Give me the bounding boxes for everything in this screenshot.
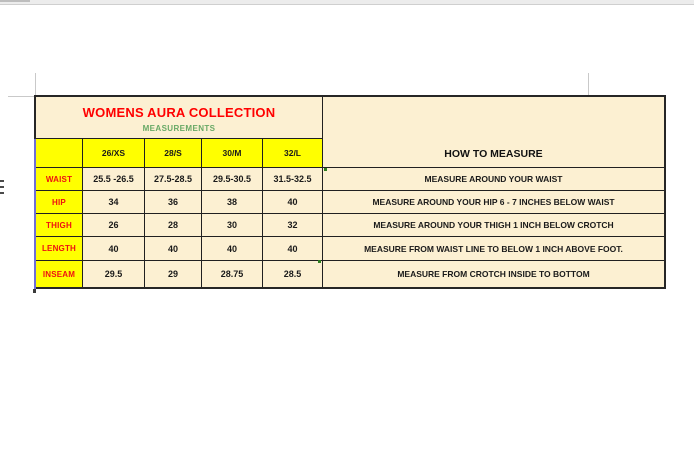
- thigh-value-30m[interactable]: 30: [202, 214, 263, 237]
- size-header-32l[interactable]: 32/L: [263, 139, 323, 168]
- collection-title: WOMENS AURA COLLECTION: [82, 104, 276, 120]
- hip-value-28s[interactable]: 36: [145, 191, 202, 214]
- thigh-value-26xs[interactable]: 26: [83, 214, 145, 237]
- left-edge-marker: [0, 180, 4, 182]
- inseam-instruction[interactable]: MEASURE FROM CROTCH INSIDE TO BOTTOM: [323, 261, 664, 287]
- length-value-32l[interactable]: 40: [263, 237, 323, 261]
- length-value-28s[interactable]: 40: [145, 237, 202, 261]
- row-label-waist[interactable]: WAIST: [36, 168, 83, 191]
- length-value-30m[interactable]: 40: [202, 237, 263, 261]
- cell-flag-marker: [324, 168, 327, 171]
- margin-mark-top-left-h: [8, 96, 35, 97]
- waist-value-32l[interactable]: 31.5-32.5: [263, 168, 323, 191]
- inseam-value-32l[interactable]: 28.5: [263, 261, 323, 287]
- page-edge-shadow: [0, 0, 30, 2]
- inseam-value-26xs[interactable]: 29.5: [83, 261, 145, 287]
- left-edge-marker: [0, 192, 4, 194]
- page-edge-strip: [0, 0, 694, 5]
- left-edge-marker: [0, 186, 4, 188]
- hip-value-26xs[interactable]: 34: [83, 191, 145, 214]
- hip-value-30m[interactable]: 38: [202, 191, 263, 214]
- thigh-value-28s[interactable]: 28: [145, 214, 202, 237]
- inseam-value-28s[interactable]: 29: [145, 261, 202, 287]
- row-label-inseam[interactable]: INSEAM: [36, 261, 83, 287]
- length-instruction[interactable]: MEASURE FROM WAIST LINE TO BELOW 1 INCH ABOVE FOOT.: [323, 237, 664, 261]
- length-value-26xs[interactable]: 40: [83, 237, 145, 261]
- waist-instruction[interactable]: MEASURE AROUND YOUR WAIST: [323, 168, 664, 191]
- waist-value-26xs[interactable]: 25.5 -26.5: [83, 168, 145, 191]
- table-title-cell[interactable]: [36, 97, 323, 139]
- waist-value-28s[interactable]: 27.5-28.5: [145, 168, 202, 191]
- margin-mark-top-right-v: [588, 73, 589, 97]
- waist-value-30m[interactable]: 29.5-30.5: [202, 168, 263, 191]
- how-to-measure-header-cell[interactable]: HOW TO MEASURE: [323, 97, 664, 168]
- hip-value-32l[interactable]: 40: [263, 191, 323, 214]
- table-bottom-left-marker: [33, 289, 36, 293]
- margin-mark-top-left-v: [35, 73, 36, 97]
- inseam-value-30m[interactable]: 28.75: [202, 261, 263, 287]
- table-left-accent-border: [34, 139, 36, 289]
- size-header-26xs[interactable]: 26/XS: [83, 139, 145, 168]
- thigh-instruction[interactable]: MEASURE AROUND YOUR THIGH 1 INCH BELOW CROTCH: [323, 214, 664, 237]
- blank-header-cell[interactable]: [36, 139, 83, 168]
- row-label-length[interactable]: LENGTH: [36, 237, 83, 261]
- hip-instruction[interactable]: MEASURE AROUND YOUR HIP 6 - 7 INCHES BELOW WAIST: [323, 191, 664, 214]
- row-label-thigh[interactable]: THIGH: [36, 214, 83, 237]
- thigh-value-32l[interactable]: 32: [263, 214, 323, 237]
- size-header-28s[interactable]: 28/S: [145, 139, 202, 168]
- row-label-hip[interactable]: HIP: [36, 191, 83, 214]
- cell-flag-marker: [318, 260, 321, 263]
- size-chart-table: [34, 95, 666, 289]
- size-header-30m[interactable]: 30/M: [202, 139, 263, 168]
- measurements-subtitle: MEASUREMENTS: [142, 123, 216, 133]
